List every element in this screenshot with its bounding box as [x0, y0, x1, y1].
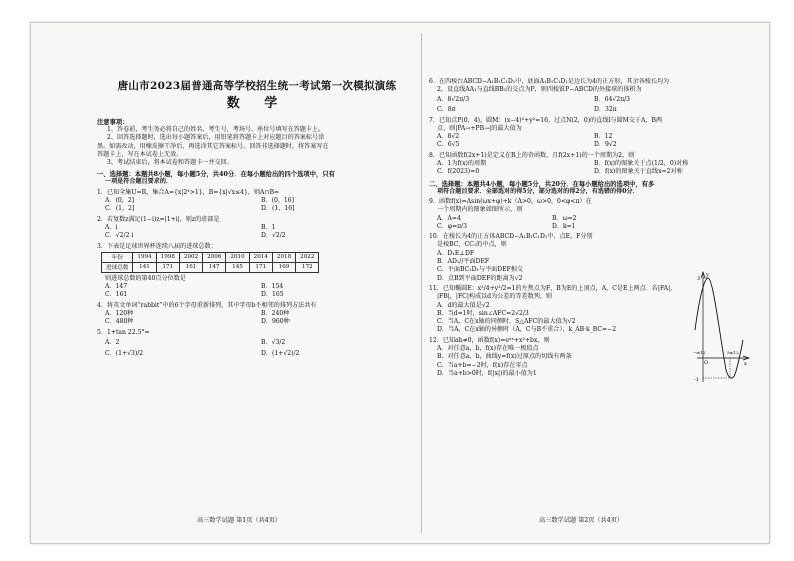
table-cell: 171 [156, 262, 179, 272]
question-5-options [97, 337, 417, 359]
option: A．147 [105, 283, 128, 291]
option: A．i [105, 223, 118, 231]
question-9-options [429, 215, 667, 232]
note-line: 3、考试结束后，将本试卷和答题卡一并交回。 [107, 159, 233, 167]
question-3-ask: 则进球总数的第40百分位数是 [105, 274, 186, 282]
option: B．(0，16] [261, 197, 295, 205]
page-2 [429, 78, 751, 543]
question-10: 10．在棱长为4的正方体ABCD−A₁B₁C₁D₁中，点E，F分别 [429, 233, 593, 241]
table-cell: 2018 [272, 252, 295, 262]
section-2-heading: 二、选择题：本题共4小题，每小题5分，共20分．在每小题给出的选项中，有多 [429, 180, 655, 188]
option: C．(1+√3)/2 [105, 349, 144, 357]
page-1-footer: 高三数学试题 第1页（共4页） [197, 517, 282, 524]
option: D．165 [261, 291, 284, 299]
x-axis-label: x [744, 361, 747, 367]
exam-title: 唐山市2023届普通高等学校招生统一考试第一次模拟演练 [117, 80, 397, 92]
question-7-cont: 点，则|PA→+PB→|的最大值为 [437, 124, 522, 132]
section-1-heading-cont: 一项是符合题目要求的． [105, 178, 173, 186]
note-line: 1、答卷前，考生务必将自己的姓名、考生号、考场号、座位号填写在答题卡上。 [107, 126, 325, 133]
table-cell: 172 [296, 262, 319, 272]
option: B．64√2π/3 [594, 95, 631, 103]
table-cell: 2014 [249, 252, 272, 262]
page-1 [97, 79, 417, 543]
y-min-label: -1 [694, 377, 699, 383]
exam-sheet [30, 22, 770, 544]
option: B．154 [261, 283, 284, 291]
question-11: 11．已知椭圆E：x²/4+y²/2=1的左焦点为F，B为E的上顶点，A，C是E上两点．若|FA|， [429, 284, 677, 292]
question-6: 6．在四棱台ABCD−A₁B₁C₁D₁中，底面A₁B₁C₁D₁是边长为4的正方形，其余各棱长均为 [429, 78, 670, 85]
question-5: 5．1+tan 22.5°= [97, 328, 150, 336]
goals-table [101, 252, 319, 273]
question-11-cont: |FB|，|FC|构成以d为公差的等差数列，则 [437, 293, 553, 301]
table-cell: 145 [226, 262, 249, 272]
origin-label: O [704, 360, 709, 366]
table-cell: 1998 [156, 252, 179, 262]
option: D．k=1 [552, 222, 576, 230]
option: B．240种 [261, 310, 290, 318]
option: C．当A，C在x轴的同侧时，S△AFC的最大值为√2 [437, 318, 576, 326]
option: B．f(x)的图象关于点(1/2，0)对称 [594, 160, 689, 168]
question-2-options [97, 224, 417, 241]
table-cell: 2006 [203, 252, 226, 262]
question-8-options [429, 160, 751, 177]
option: B．AD₁//平面DEF [437, 258, 490, 266]
sine-curve [695, 278, 743, 378]
page-fold-divider [421, 33, 422, 533]
question-1-options [97, 197, 417, 214]
option: A．(0，2] [105, 197, 135, 205]
table-cell: 1994 [133, 252, 156, 262]
option: C．480种 [105, 318, 134, 326]
table-cell: 147 [203, 262, 226, 272]
option: C．当a+b=−2时，f(x)存在零点 [437, 361, 528, 369]
table-row [102, 262, 319, 272]
note-line: 黑。如需改动，用橡皮擦干净后，再选涂其它答案标号。回答非选择题时，将答案写在 [97, 142, 329, 150]
question-3: 3．下表是足球世界杯连续八届的进球总数： [97, 242, 217, 250]
y-axis-label: y [706, 272, 709, 278]
x-tick-neg-label: −π/12 [693, 350, 706, 355]
option: B．ω=2 [552, 214, 577, 222]
table-cell: 2010 [226, 252, 249, 262]
option: C．平面BC₁D₁与平面DEF相交 [437, 266, 523, 274]
option: D．当a+b>0时，f(|x|)的最小值为1 [437, 369, 537, 377]
table-cell: 169 [272, 262, 295, 272]
table-cell: 161 [179, 262, 202, 272]
option: A．8√2 [437, 133, 460, 141]
table-cell: 进球总数 [102, 262, 133, 272]
question-7-options [429, 133, 751, 150]
option: B．对任意a，b，曲线y=f(x)过原点的切线有两条 [437, 353, 572, 361]
table-cell: 2002 [179, 252, 202, 262]
question-4: 4．将英文单词“rabbit”中的6个字母重新排列，其中字母b不相邻的排列方法共有 [97, 301, 317, 309]
question-6-cont: 2，设直线AA₁与直线BB₁的交点为P，则四棱锥P−ABCD的外接球的体积为 [437, 86, 642, 94]
option: A．120种 [105, 310, 134, 318]
section-2-heading-cont: 项符合题目要求．全部选对的得5分，部分选对的得2分，有选错的得0分． [437, 187, 639, 195]
option: B．√3/2 [261, 338, 286, 346]
table-cell: 年份 [102, 252, 133, 262]
sine-graph-figure [693, 270, 751, 390]
notes-heading: 注意事项： [97, 119, 129, 126]
question-1: 1．已知全集U=R，集合A={x|2ˣ>1}，B={x|√x≤4}，则A∩B= [97, 188, 280, 196]
option: D．960种 [261, 318, 290, 326]
table-cell: 2022 [296, 252, 319, 262]
option: C．161 [105, 291, 128, 299]
option: A．1为f(x)的周期 [437, 160, 487, 168]
option: D．f(x)的图象关于直线x=2对称 [594, 168, 683, 176]
option: C．(1，2] [105, 205, 135, 213]
question-6-options [429, 95, 751, 115]
option: A．8√2π/3 [437, 95, 470, 103]
option: A．2 [105, 338, 120, 346]
option: C．φ=π/3 [437, 222, 468, 230]
option: C．6√5 [437, 141, 460, 149]
option: C．f(2023)=0 [437, 168, 480, 176]
question-7: 7．已知点P(0，4)，圆M：(x−4)²+y²=16，过点N(2，0)的直线l与圆M交于A，B两 [429, 116, 663, 124]
table-header-row [102, 252, 319, 262]
question-9-cont: 一个周期内的图象如图所示，则 [437, 206, 523, 214]
note-line: 答题卡上，写在本试卷上无效。 [97, 150, 183, 158]
option: C．8π [437, 105, 456, 113]
option: D．当A，C在x轴的异侧时（A，C与B不重合），k_AB·k_BC=−2 [437, 326, 617, 334]
option: B．1 [261, 223, 276, 231]
option: A．A=4 [437, 214, 461, 222]
option: B．当d=1时，sin∠AFC=2√2/3 [437, 309, 529, 317]
x-tick-pos-label: 5π/12 [727, 350, 739, 355]
option: D．32π [594, 105, 617, 113]
question-4-options [97, 310, 417, 327]
table-cell: 171 [249, 262, 272, 272]
table-cell: 141 [133, 262, 156, 272]
question-9: 9．函数f(x)=Asin(ωx+φ)+k（A>0，ω>0，0<φ<π）在 [429, 197, 592, 205]
option: D．(1，16] [261, 205, 295, 213]
y-max-label: 3 [697, 276, 701, 282]
option: A．d的最大值是√2 [437, 301, 490, 309]
subject-heading: 数 学 [226, 96, 288, 111]
page-2-footer: 高三数学试题 第2页（共4页） [539, 517, 624, 524]
option: D．√2/2 [261, 232, 286, 240]
option: D．9√2 [594, 141, 617, 149]
question-3-options [97, 283, 417, 300]
question-2: 2．若复数z满足(1−i)z=|1+i|，则z的虚部是 [97, 215, 220, 223]
option: A．对任意a，b，f(x)存在唯一极值点 [437, 345, 539, 353]
question-12: 12．已知ab≠0，函数f(x)=eᵃˣ+x²+bx，则 [429, 336, 550, 344]
option: C．√2/2 i [105, 232, 134, 240]
option: D．点B到平面DEF的距离为√2 [437, 274, 523, 282]
option: D．(1+√2)/2 [261, 349, 300, 357]
question-8: 8．已知函数f(2x+1)是定义在R上的奇函数，且f(2x+1)的一个周期为2，则 [429, 151, 635, 159]
note-line: 2、回答选择题时，选出每小题答案后，用铅笔将答题卡上对应题目的答案标号涂 [107, 134, 325, 142]
option: A．D₁E⊥DF [437, 249, 475, 257]
option: B．12 [594, 133, 613, 141]
question-10-cont: 是棱BC，CC₁的中点，则 [437, 241, 507, 249]
section-1-heading: 一、选择题：本题共8小题，每小题5分，共40分．在每小题给出的四个选项中，只有 [97, 171, 335, 179]
